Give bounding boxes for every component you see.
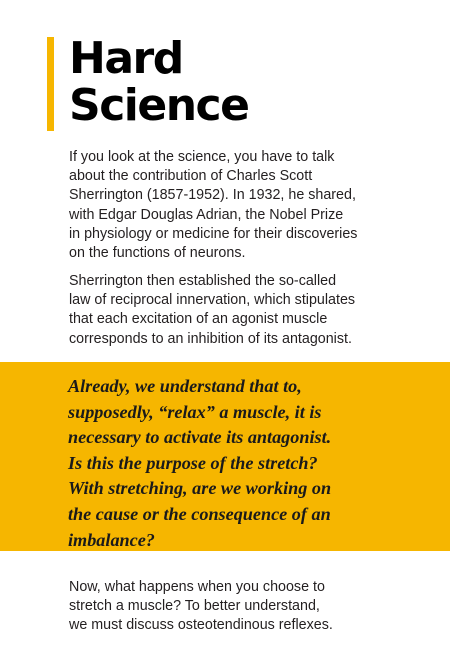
paragraph-line: corresponds to an inhibition of its antagonist. xyxy=(69,330,352,347)
section-heading xyxy=(69,35,248,129)
pull-quote-line: supposedly, “relax” a muscle, it is xyxy=(68,401,322,422)
paragraph-line: If you look at the science, you have to talk xyxy=(69,149,335,165)
pull-quote-line: With stretching, are we working on xyxy=(68,478,332,499)
pull-quote-line: the cause or the consequence of an xyxy=(68,503,331,524)
paragraph-line: on the functions of neurons. xyxy=(69,245,246,262)
heading-line: Science xyxy=(69,80,249,131)
pull-quote xyxy=(68,374,331,553)
heading-accent-bar xyxy=(47,37,54,131)
pull-quote-line: Is this the purpose of the stretch? xyxy=(68,452,318,473)
body-paragraph-reciprocal-innervation xyxy=(69,272,409,349)
paragraph-line: that each excitation of an agonist muscle xyxy=(69,311,328,328)
paragraph-line: Now, what happens when you choose to xyxy=(69,579,325,595)
paragraph-line: about the contribution of Charles Scott xyxy=(69,168,313,185)
paragraph-line: with Edgar Douglas Adrian, the Nobel Prize xyxy=(69,206,344,223)
pull-quote-band xyxy=(0,362,450,551)
heading-line: Hard xyxy=(69,33,183,84)
pull-quote-line: Already, we understand that to, xyxy=(68,376,302,396)
body-paragraph-sherrington-intro xyxy=(69,148,409,263)
paragraph-line: Sherrington then established the so-called xyxy=(69,273,337,289)
paragraph-line: we must discuss osteotendinous reflexes. xyxy=(69,617,333,634)
pull-quote-line: imbalance? xyxy=(68,529,155,550)
body-paragraph-reflexes xyxy=(69,578,409,636)
pull-quote-line: necessary to activate its antagonist. xyxy=(68,427,332,448)
paragraph-line: in physiology or medicine for their discoveries xyxy=(69,225,358,242)
paragraph-line: Sherrington (1857-1952). In 1932, he shared, xyxy=(69,187,356,204)
paragraph-line: law of reciprocal innervation, which stipulates xyxy=(69,292,356,309)
paragraph-line: stretch a muscle? To better understand, xyxy=(69,598,320,615)
